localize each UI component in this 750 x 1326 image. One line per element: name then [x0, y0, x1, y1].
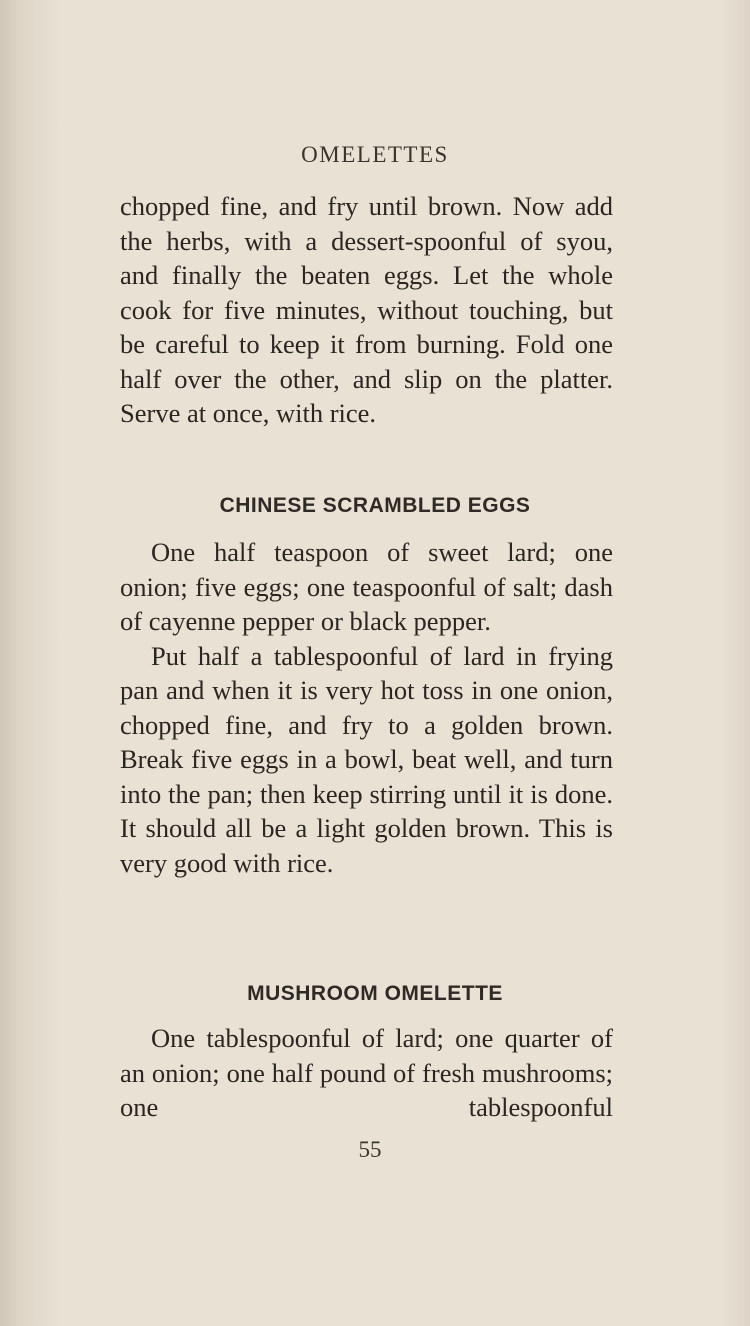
section-body-chinese-scrambled-eggs [120, 535, 613, 880]
section-heading-mushroom-omelette: MUSHROOM OMELETTE [247, 982, 503, 1005]
section-body-mushroom-omelette [120, 1021, 613, 1125]
section-heading-chinese-scrambled-eggs: CHINESE SCRAMBLED EGGS [219, 494, 531, 517]
continuation-paragraph: chopped fine, and fry until brown. Now add the herbs, with a dessert-spoonful of syou, and finally the beaten eggs. Let the whole cook for five minutes, without touching, but be careful to keep it from burning. Fold one half over the other, and slip on the platter. Serve at once, with rice. [120, 191, 613, 428]
ingredients-paragraph: One half teaspoon of sweet lard; one onion; five eggs; one teaspoonful of salt; dash of cayenne pepper or black pepper. [120, 537, 613, 636]
method-paragraph: Put half a tablespoonful of lard in frying pan and when it is very hot toss in one onion, chopped fine, and fry to a golden brown. Break five eggs in a bowl, beat well, and turn into the pan; then keep stirring until it is done. It should all be a light golden brown. This is very good with rice. [120, 640, 613, 878]
continuation-text [120, 189, 613, 431]
page-number: 55 [358, 1137, 382, 1162]
running-head: OMELETTES [301, 142, 449, 167]
ingredients-paragraph: One tablespoonful of lard; one quarter of an onion; one half pound of fresh mushrooms; one tablespoonful [120, 1023, 613, 1122]
